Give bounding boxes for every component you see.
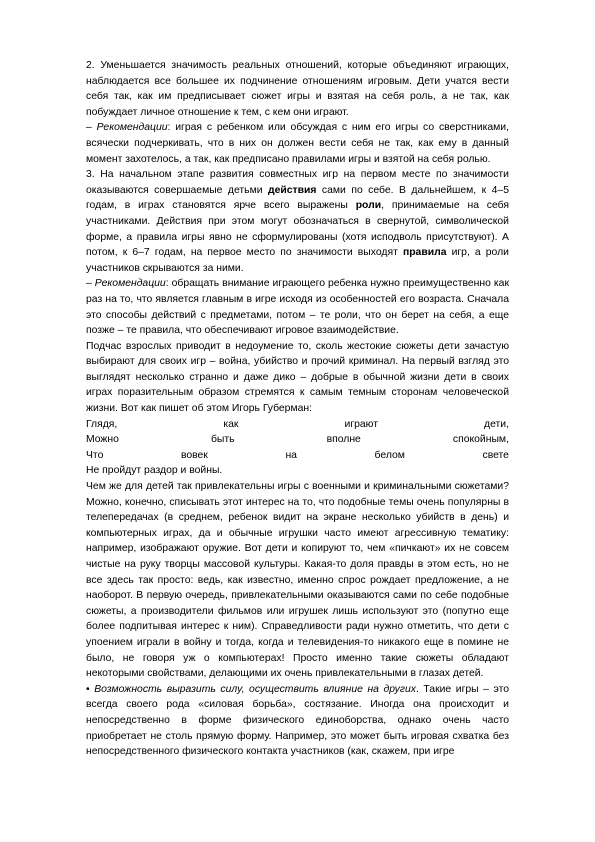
poem-word: свете: [482, 449, 509, 461]
bullet-label: Возможность выразить силу, осуществить влияние на других: [94, 683, 416, 695]
bold-term-actions: действия: [268, 184, 317, 196]
text-run: сами по себе. В дальнейшем, к 4–5 годам, в играх становятся ярче всего выражены: [86, 184, 509, 212]
dash: –: [86, 278, 95, 290]
recommendation-1: [86, 120, 509, 167]
poem-line-1: [86, 417, 509, 433]
text-run: игр, а роли участников скрываются за ними.: [86, 247, 509, 274]
text-run: , принимаемые на себя участниками. Действия при этом могут обозначаться в свернутой, символической форме, а правила игры явно не сформулированы (хотя исподволь присутствуют). А потом, к 6–7 годам, на первое место по значимости выходят: [86, 200, 509, 259]
paragraph-point-2: 2. Уменьшается значимость реальных отношений, которые объединяют играющих, наблюдается все большее их подчинение отношениям игровым. Дети учатся вести себя так, как им предписывает сюжет игры и взятая на себя роль, а не так, как побуждает личное отношение к тем, с кем они играют.: [86, 60, 509, 118]
poem-word: вполне: [326, 434, 361, 446]
recommendation-label: Рекомендации: [96, 122, 168, 134]
poem-line-2: [86, 432, 509, 448]
poem-word: Можно: [86, 434, 119, 446]
poem-word: Глядя,: [86, 418, 118, 430]
poem-word: дети,: [484, 418, 509, 430]
poem-line-3: [86, 448, 509, 464]
poem-word: вовек: [180, 449, 208, 461]
poem-line-4: Не пройдут раздор и войны.: [86, 465, 223, 477]
poem-word: как: [223, 418, 239, 430]
bold-term-roles: роли: [355, 200, 382, 212]
poem-word: белом: [374, 449, 405, 461]
paragraph-why-attractive: Чем же для детей так привлекательны игры с военными и криминальными сюжетами? Можно, конечно, списывать этот интерес на то, что подобные темы очень популярны в телепередачах (в среднем, ребенок видит на экране несколько убийств в день) и компьютерных играх, да и обычные игрушки часто имеют агрессивную тематику: например, изображают оружие. Вот дети и копируют то, чем «пичкают» их не совсем чистые на руку творцы массовой культуры. Какая-то доля правды в этом есть, но не все здесь так просто: ведь, как известно, именно спрос рождает предложение, а не наоборот. В первую очередь, привлекательными оказываются сами по себе подобные сюжеты, а производители фильмов или игрушек лишь используют это (попутно еще более подпитывая интерес к ним). Справедливости ради нужно отметить, что дети с упоением играли в войну и тогда, когда и телевидения-то никакого еще в помине не было, не говоря уж о компьютерах! Просто именно такие сюжеты обладают некоторыми свойствами, делающими их очень привлекательными в глазах детей.: [86, 481, 509, 680]
text-run: 3. На начальном этапе развития совместных игр на первом месте по значимости оказываются совершаемые детьми: [86, 169, 509, 196]
recommendation-2: [86, 276, 509, 338]
poem-word: спокойным,: [452, 434, 509, 446]
paragraph-cruel-plots: Подчас взрослых приводит в недоумение то, сколь жестокие сюжеты дети зачастую выбирают для своих игр – война, убийство и прочий криминал. На первый взгляд это выглядят несколько странно и даже дико – добрые в обычной жизни дети в своих играх поразительным образом стремятся к самым темным сторонам человеческой жизни. Вот как пишет об этом Игорь Губерман:: [86, 340, 509, 415]
poem-word: быть: [210, 434, 235, 446]
bullet-item-power: [86, 682, 509, 760]
poem-word: играют: [344, 418, 378, 430]
paragraph-point-3: [86, 167, 509, 276]
bullet-text: . Такие игры – это всегда своего рода «силовая борьба», состязание. Иногда она происходит и непосредственно в форме физического единоборства, однако очень часто приобретает не столь прямую форму. Например, это может быть игровая схватка без непосредственного физического контакта участников (как, скажем, при игре: [86, 683, 509, 758]
bold-term-rules: правила: [402, 247, 447, 259]
bullet-icon: •: [86, 683, 95, 695]
dash: –: [86, 122, 97, 134]
poem-word: Что: [86, 449, 104, 461]
document-page: [86, 58, 509, 760]
recommendation-text: : играя с ребенком или обсуждая с ним его игры со сверстниками, всячески подчеркивать, что в них он должен вести себя не так, как ему в данный момент захотелось, а так, как предписано правилами игры и взятой на себя ролью.: [86, 122, 509, 165]
poem-word: на: [285, 449, 297, 461]
recommendation-text: : обращать внимание играющего ребенка нужно преимущественно как раз на то, что является главным в игре исходя из особенностей его возраста. Сначала это способы действий с предметами, потом – те роли, что он берет на себя, а еще позже – те правила, что обеспечивают игровое взаимодействие.: [86, 278, 510, 337]
recommendation-label: Рекомендации: [94, 278, 166, 290]
